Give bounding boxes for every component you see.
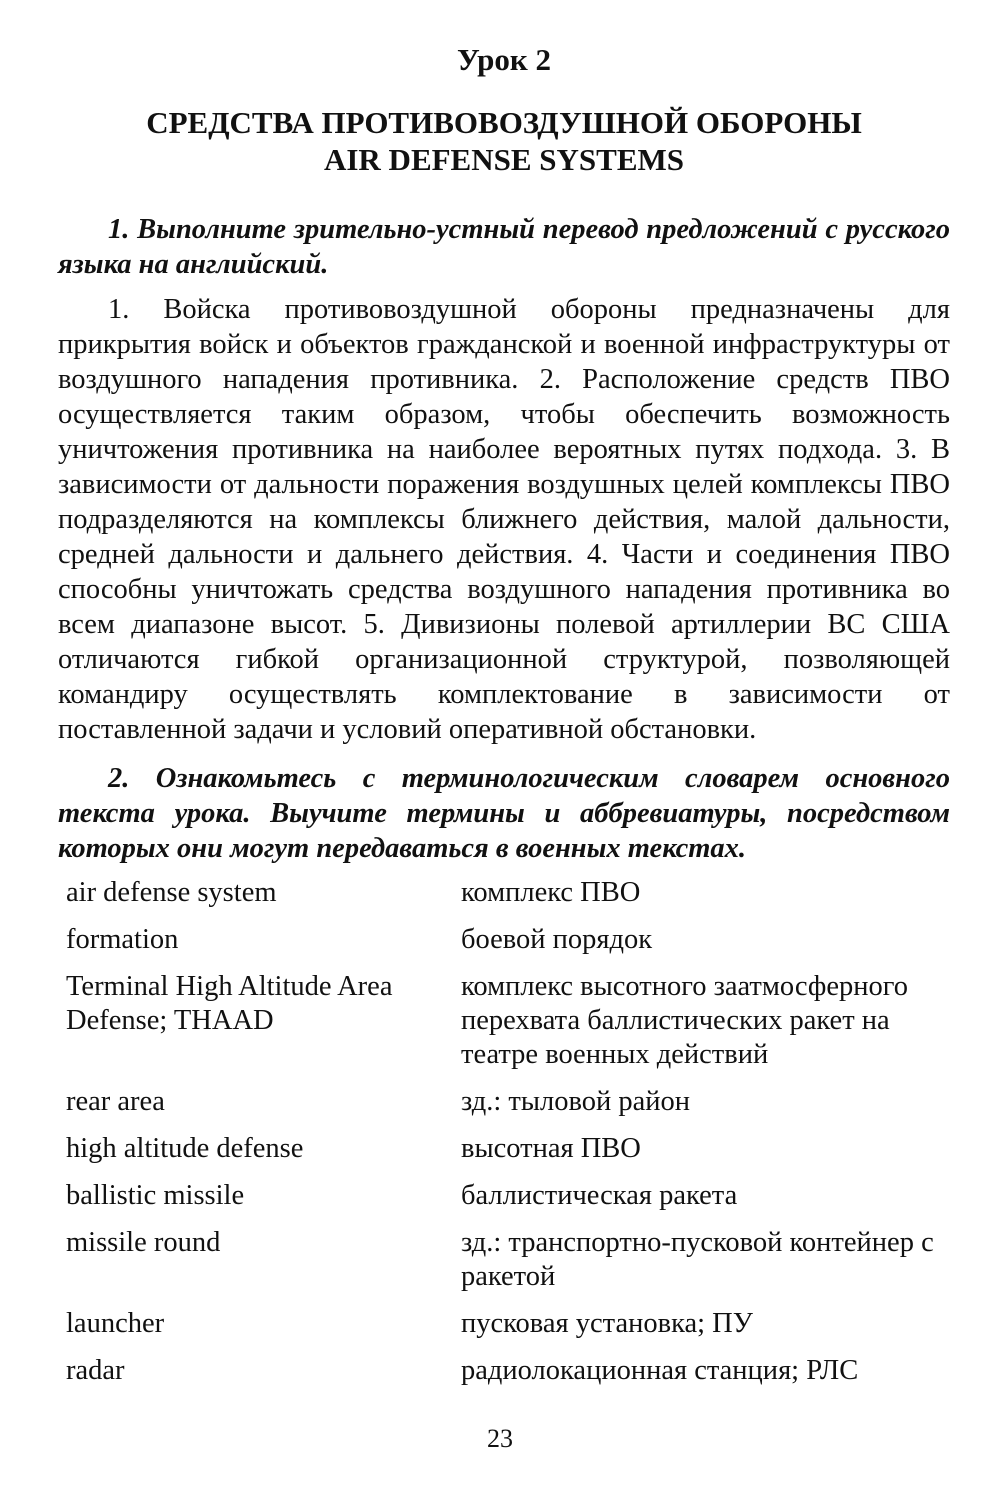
glossary-row <box>58 970 950 1072</box>
section-title-ru: СРЕДСТВА ПРОТИВОВОЗДУШНОЙ ОБОРОНЫ <box>146 105 862 140</box>
glossary-term-ru: комплекс высотного заатмосферного перехвата баллистических ракет на театре военных действий <box>461 971 908 1070</box>
glossary-row <box>58 1132 950 1166</box>
task-2-title: 2. Ознакомьтесь с терминологическим словарем основного текста урока. Выучите термины и аббревиатуры, посредством которых они могут передаваться в военных текстах. <box>58 763 950 864</box>
glossary-term-ru: радиолокационная станция; РЛС <box>461 1355 859 1386</box>
glossary-term-ru: баллистическая ракета <box>461 1180 738 1211</box>
glossary-term-ru: пусковая установка; ПУ <box>461 1308 753 1339</box>
page-content <box>58 42 950 1401</box>
glossary-row <box>58 1179 950 1213</box>
glossary-row <box>58 1226 950 1294</box>
section-title-en: AIR DEFENSE SYSTEMS <box>323 142 685 177</box>
glossary-row <box>58 1085 950 1119</box>
task-1-text: 1. Войска противовоздушной обороны предназначены для прикрытия войск и объектов гражданской и военной инфраструктуры от воздушного нападения противника. 2. Расположение средств ПВО осуществляется таким образом, чтобы обеспечить возможность уничтожения противника на наиболее вероятных путях подхода. 3. В зависимости от дальности поражения воздушных целей комплексы ПВО подразделяются на комплексы ближнего действия, малой дальности, средней дальности и дальнего действия. 4. Части и соединения ПВО способны уничтожать средства воздушного нападения противника во всем диапазоне высот. 5. Дивизионы полевой артиллерии ВС США отличаются гибкой организационной структурой, позволяющей командиру осуществлять комплектование в зависимости от поставленной задачи и условий оперативной обстановки. <box>58 294 950 745</box>
glossary-term-en: formation <box>66 924 179 955</box>
glossary-term-en: launcher <box>66 1308 165 1339</box>
glossary-row <box>58 1354 950 1388</box>
glossary-term-ru: комплекс ПВО <box>461 877 641 908</box>
glossary-term-ru: зд.: тыловой район <box>461 1086 691 1117</box>
glossary-term-en: air defense system <box>66 877 277 908</box>
glossary-row <box>58 923 950 957</box>
glossary-term-ru: зд.: транспортно-пусковой контейнер с ракетой <box>461 1227 934 1292</box>
glossary-term-ru: боевой порядок <box>461 924 653 955</box>
glossary-row <box>58 876 950 910</box>
glossary <box>58 876 950 1388</box>
glossary-term-en: missile round <box>66 1227 221 1258</box>
page-number: 23 <box>487 1424 513 1453</box>
glossary-term-en: radar <box>66 1355 125 1386</box>
section-title <box>58 104 950 178</box>
glossary-term-en: rear area <box>66 1086 165 1117</box>
lesson-title: Урок 2 <box>456 42 552 77</box>
glossary-term-en: ballistic missile <box>66 1180 245 1211</box>
glossary-row <box>58 1307 950 1341</box>
glossary-term-ru: высотная ПВО <box>461 1133 641 1164</box>
glossary-term-en: high altitude defense <box>66 1133 304 1164</box>
task-1-title: 1. Выполните зрительно-устный перевод предложений с русского языка на английский. <box>58 214 950 280</box>
glossary-term-en: Terminal High Altitude Area Defense; THAAD <box>66 971 393 1036</box>
